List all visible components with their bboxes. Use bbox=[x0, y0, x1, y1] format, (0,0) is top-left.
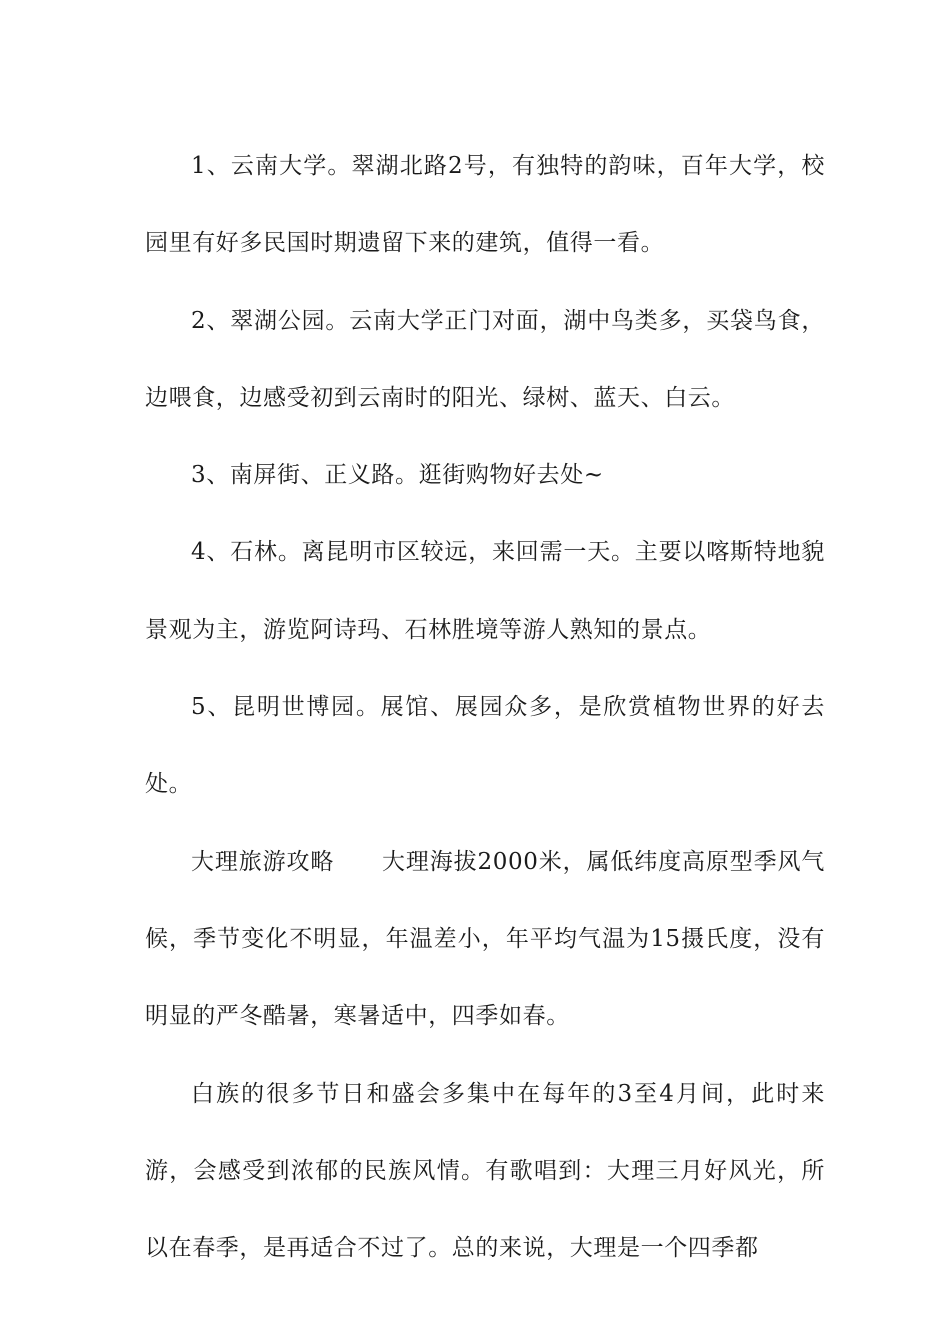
paragraph-yunnan-university: 1、云南大学。翠湖北路2号，有独特的韵味，百年大学，校园里有好多民国时期遗留下来的建筑，值得一看。 bbox=[145, 153, 825, 257]
paragraph-stone-forest: 4、石林。离昆明市区较远，来回需一天。主要以喀斯特地貌景观为主，游览阿诗玛、石林胜境等游人熟知的景点。 bbox=[145, 539, 825, 643]
paragraph-expo-garden: 5、昆明世博园。展馆、展园众多，是欣赏植物世界的好去处。 bbox=[145, 694, 825, 798]
document-body bbox=[145, 128, 825, 1287]
paragraph-nanping-street: 3、南屏街、正义路。逛街购物好去处~ bbox=[191, 462, 604, 489]
paragraph-bai-festivals: 白族的很多节日和盛会多集中在每年的3至4月间，此时来游，会感受到浓郁的民族风情。有歌唱到：大理三月好风光，所以在春季，是再适合不过了。总的来说，大理是一个四季都 bbox=[145, 1080, 825, 1262]
paragraph-cuihu-park: 2、翠湖公园。云南大学正门对面，湖中鸟类多，买袋鸟食，边喂食，边感受初到云南时的阳光、绿树、蓝天、白云。 bbox=[145, 307, 825, 411]
paragraph-dali-guide: 大理旅游攻略 大理海拔2000米，属低纬度高原型季风气候，季节变化不明显，年温差小，年平均气温为15摄氏度，没有明显的严冬酷暑，寒暑适中，四季如春。 bbox=[145, 848, 825, 1030]
